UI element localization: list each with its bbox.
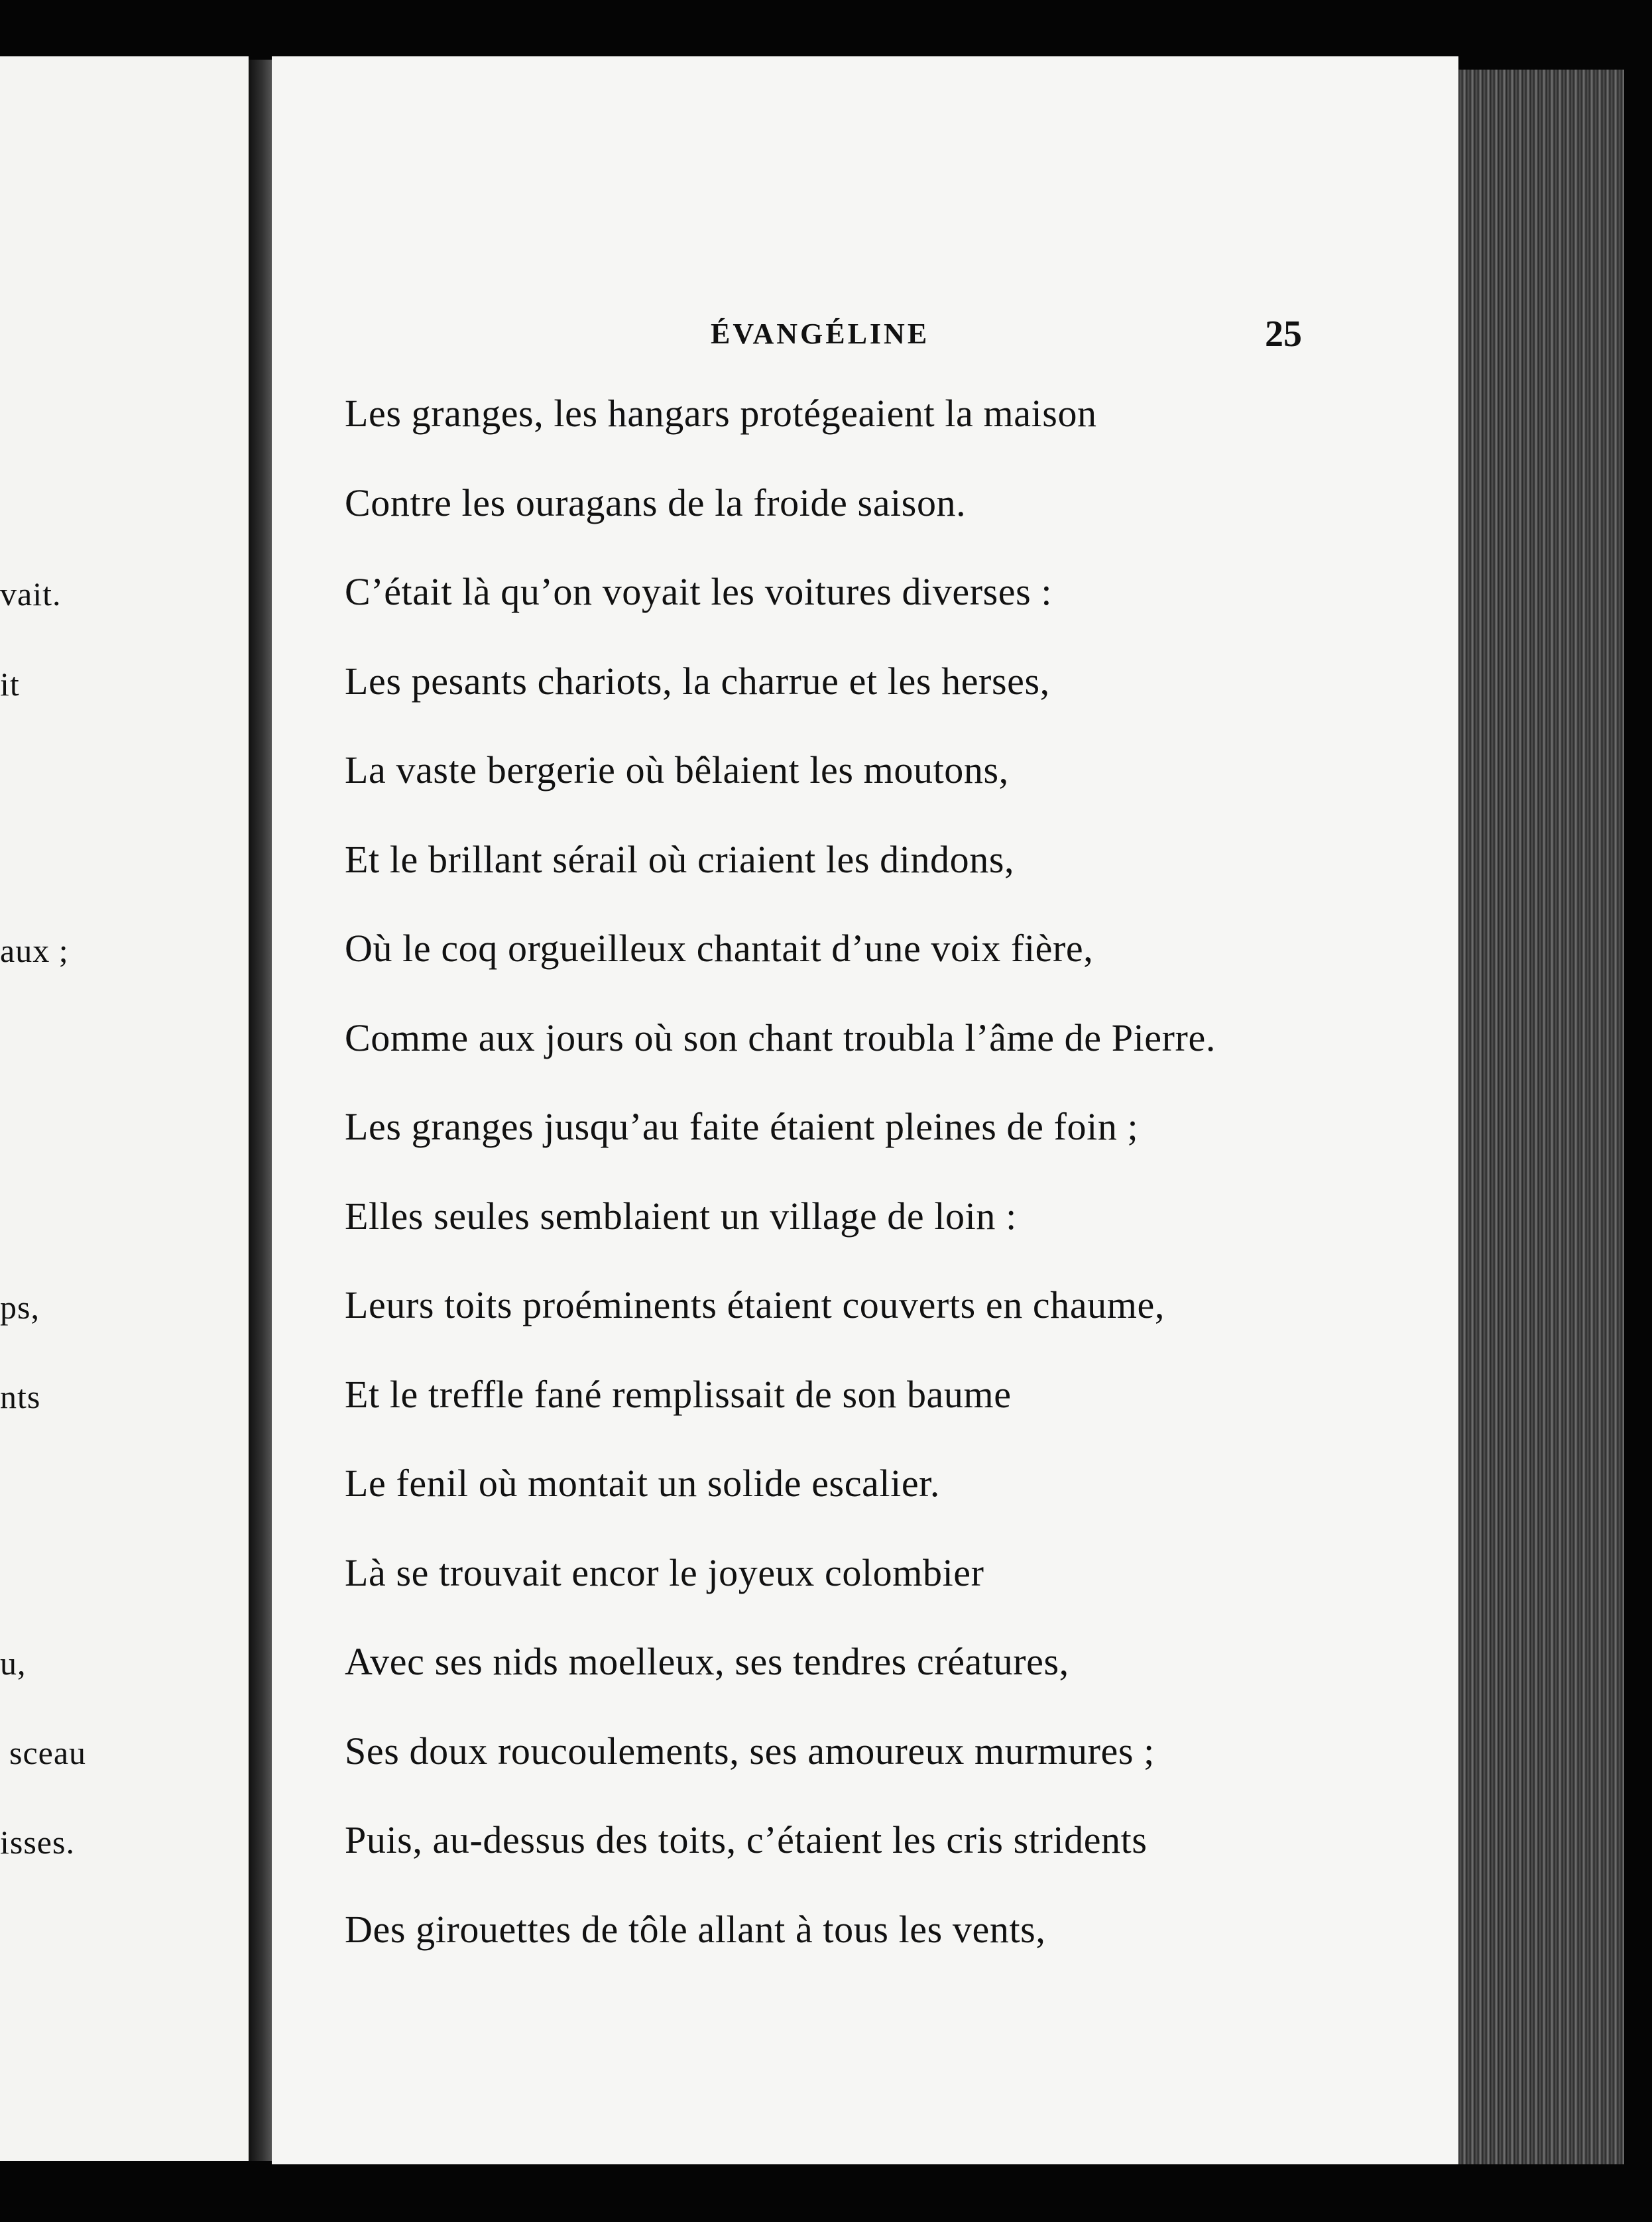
left-fragment: u,	[0, 1645, 27, 1682]
verse-line: Et le brillant sérail où criaient les dindons,	[345, 837, 1015, 881]
verse-line: Là se trouvait encor le joyeux colombier	[345, 1550, 984, 1594]
verse-line: Contre les ouragans de la froide saison.	[345, 481, 967, 524]
page-edges	[1458, 70, 1624, 2164]
verse-line: Comme aux jours où son chant troubla l’âme de Pierre.	[345, 1016, 1216, 1059]
verse-line: Avec ses nids moelleux, ses tendres créatures,	[345, 1640, 1069, 1683]
verse-line: Puis, au-dessus des toits, c’étaient les cris stridents	[345, 1818, 1148, 1861]
running-header: ÉVANGÉLINE	[711, 318, 930, 350]
verse-line: Les granges, les hangars protégeaient la maison	[345, 392, 1097, 435]
verse-line: Les pesants chariots, la charrue et les herses,	[345, 659, 1050, 703]
left-fragment: ps,	[0, 1289, 40, 1326]
verse-line: La vaste bergerie où bêlaient les moutons,	[345, 748, 1009, 791]
left-fragment: isses.	[0, 1824, 75, 1861]
poem-verses	[345, 391, 1216, 1996]
verse-line: Où le coq orgueilleux chantait d’une voix fière,	[345, 927, 1094, 970]
page-number: 25	[1265, 314, 1302, 355]
left-fragment: vait.	[0, 575, 62, 613]
left-fragment: aux ;	[0, 932, 69, 969]
left-fragment: it	[0, 666, 20, 703]
book-gutter	[249, 60, 272, 2161]
verse-line: C’était là qu’on voyait les voitures diverses :	[345, 570, 1053, 613]
verse-line: Des girouettes de tôle allant à tous les vents,	[345, 1907, 1046, 1951]
left-fragment: nts	[0, 1378, 41, 1415]
left-fragment: sceau	[9, 1734, 87, 1771]
verse-line: Ses doux roucoulements, ses amoureux murmures ;	[345, 1729, 1155, 1773]
verse-line: Et le treffle fané remplissait de son baume	[345, 1372, 1012, 1416]
verse-line: Elles seules semblaient un village de loin :	[345, 1194, 1017, 1238]
left-page	[0, 56, 249, 2161]
verse-line: Leurs toits proéminents étaient couverts en chaume,	[345, 1283, 1165, 1326]
verse-line: Les granges jusqu’au faite étaient pleines de foin ;	[345, 1105, 1139, 1148]
verse-line: Le fenil où montait un solide escalier.	[345, 1462, 940, 1505]
